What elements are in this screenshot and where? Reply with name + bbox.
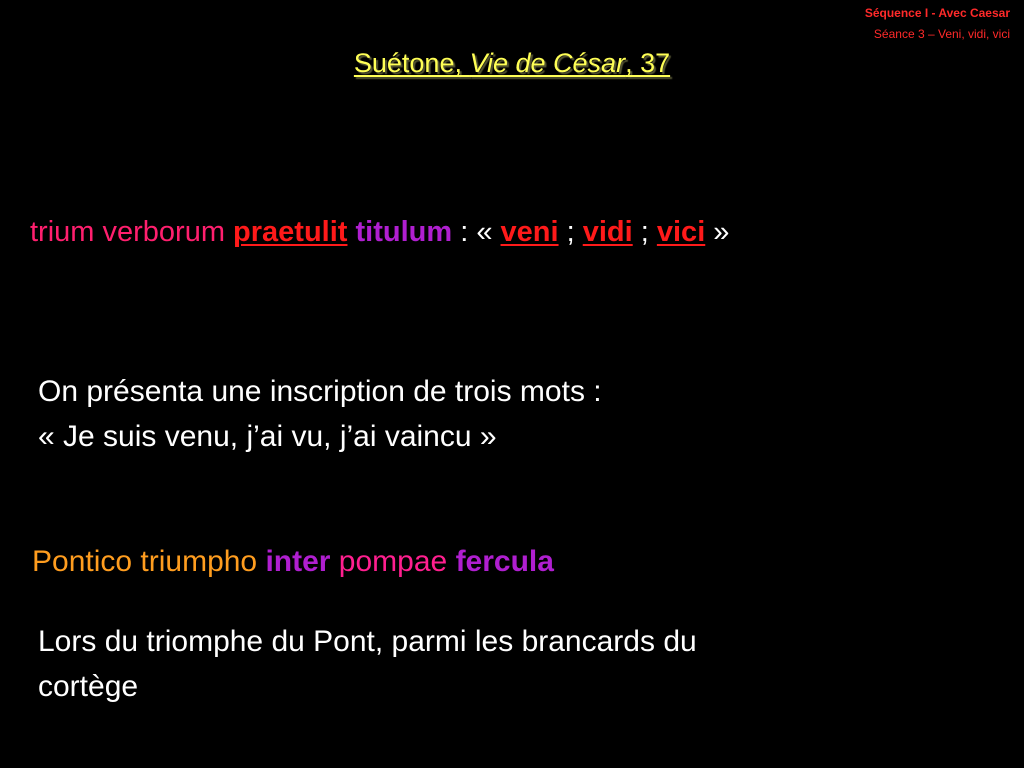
latin-verb-praetulit: praetulit <box>233 216 348 248</box>
seance-label: Séance 3 – Veni, vidi, vici <box>873 27 1010 41</box>
latin-word-pompae: pompae <box>330 545 456 578</box>
latin-punct-4: » <box>705 216 730 248</box>
translation-1 <box>38 369 602 459</box>
slide-title <box>0 48 1024 79</box>
latin-word-inter: inter <box>265 545 331 578</box>
latin-verb-vidi: vidi <box>582 216 633 248</box>
latin-words-orange: Pontico triumpho <box>32 545 266 578</box>
translation-2-line-2: cortège <box>38 670 139 703</box>
sequence-label: Séquence I - Avec Caesar <box>864 6 1010 20</box>
title-work: Vie de César <box>469 48 626 78</box>
translation-2-line-1: Lors du triomphe du Pont, parmi les brancards du <box>38 625 697 658</box>
latin-words-plain: trium verborum <box>30 216 234 248</box>
latin-verb-veni: veni <box>500 216 559 248</box>
latin-word-fercula: fercula <box>455 545 554 578</box>
translation-1-line-1: On présenta une inscription de trois mots : <box>38 375 602 408</box>
latin-punct-2: ; <box>558 216 583 248</box>
latin-punct-1: : « <box>452 216 501 248</box>
latin-quote-2 <box>32 545 554 579</box>
latin-noun-titulum: titulum <box>355 216 453 248</box>
title-author: Suétone, <box>353 48 470 78</box>
latin-punct-3: ; <box>632 216 657 248</box>
latin-verb-vici: vici <box>656 216 706 248</box>
translation-1-line-2: « Je suis venu, j’ai vu, j’ai vaincu » <box>38 420 497 453</box>
title-chapter: , 37 <box>625 48 671 78</box>
latin-quote-1 <box>30 216 729 249</box>
translation-2 <box>38 619 697 709</box>
